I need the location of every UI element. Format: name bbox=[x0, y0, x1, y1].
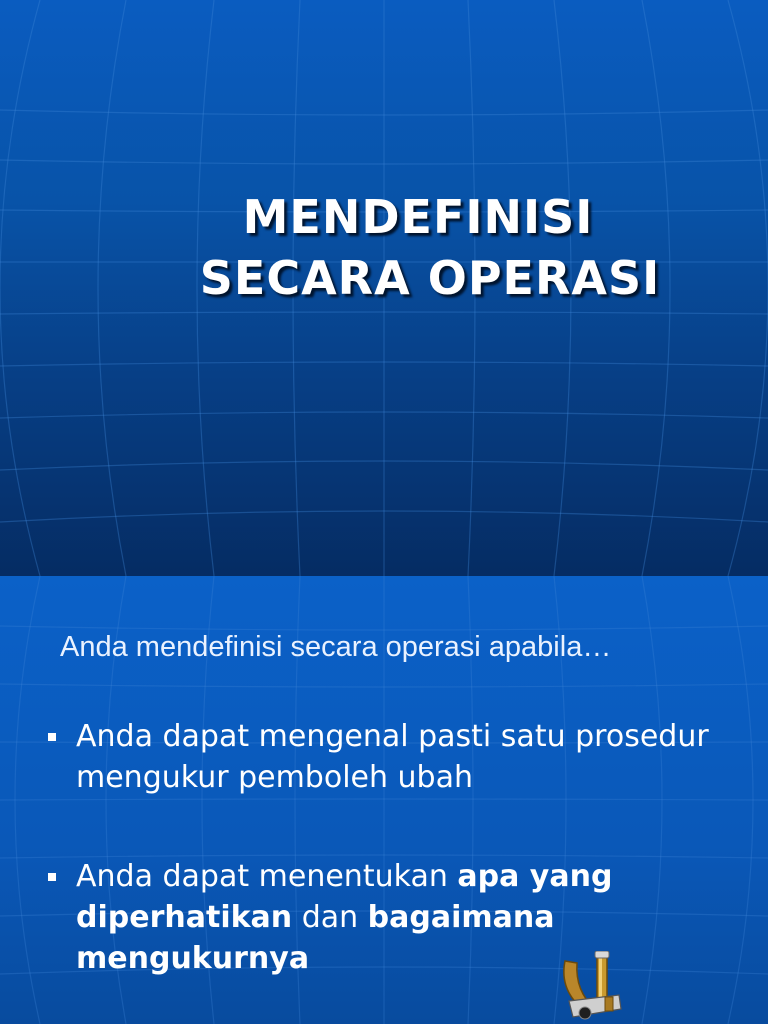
microscope-icon bbox=[555, 951, 635, 1024]
bold-phrase: bagaimana mengukurnya bbox=[76, 900, 555, 976]
bullet-item bbox=[46, 716, 726, 798]
lead-text: Anda mendefinisi secara operasi apabila… bbox=[60, 631, 612, 663]
square-bullet-icon bbox=[48, 733, 56, 741]
content-slide bbox=[0, 576, 768, 1024]
square-bullet-icon bbox=[48, 873, 56, 881]
bullet-text: Anda dapat menentukan apa yang diperhatikan dan bagaimana mengukurnya bbox=[76, 859, 613, 976]
bold-phrase: apa yang diperhatikan bbox=[76, 859, 613, 935]
bullet-text: Anda dapat mengenal pasti satu prosedur mengukur pemboleh ubah bbox=[76, 719, 709, 795]
slide-title-line-1: MENDEFINISI bbox=[242, 190, 594, 244]
slide-title-line-2: SECARA OPERASI bbox=[199, 251, 661, 305]
